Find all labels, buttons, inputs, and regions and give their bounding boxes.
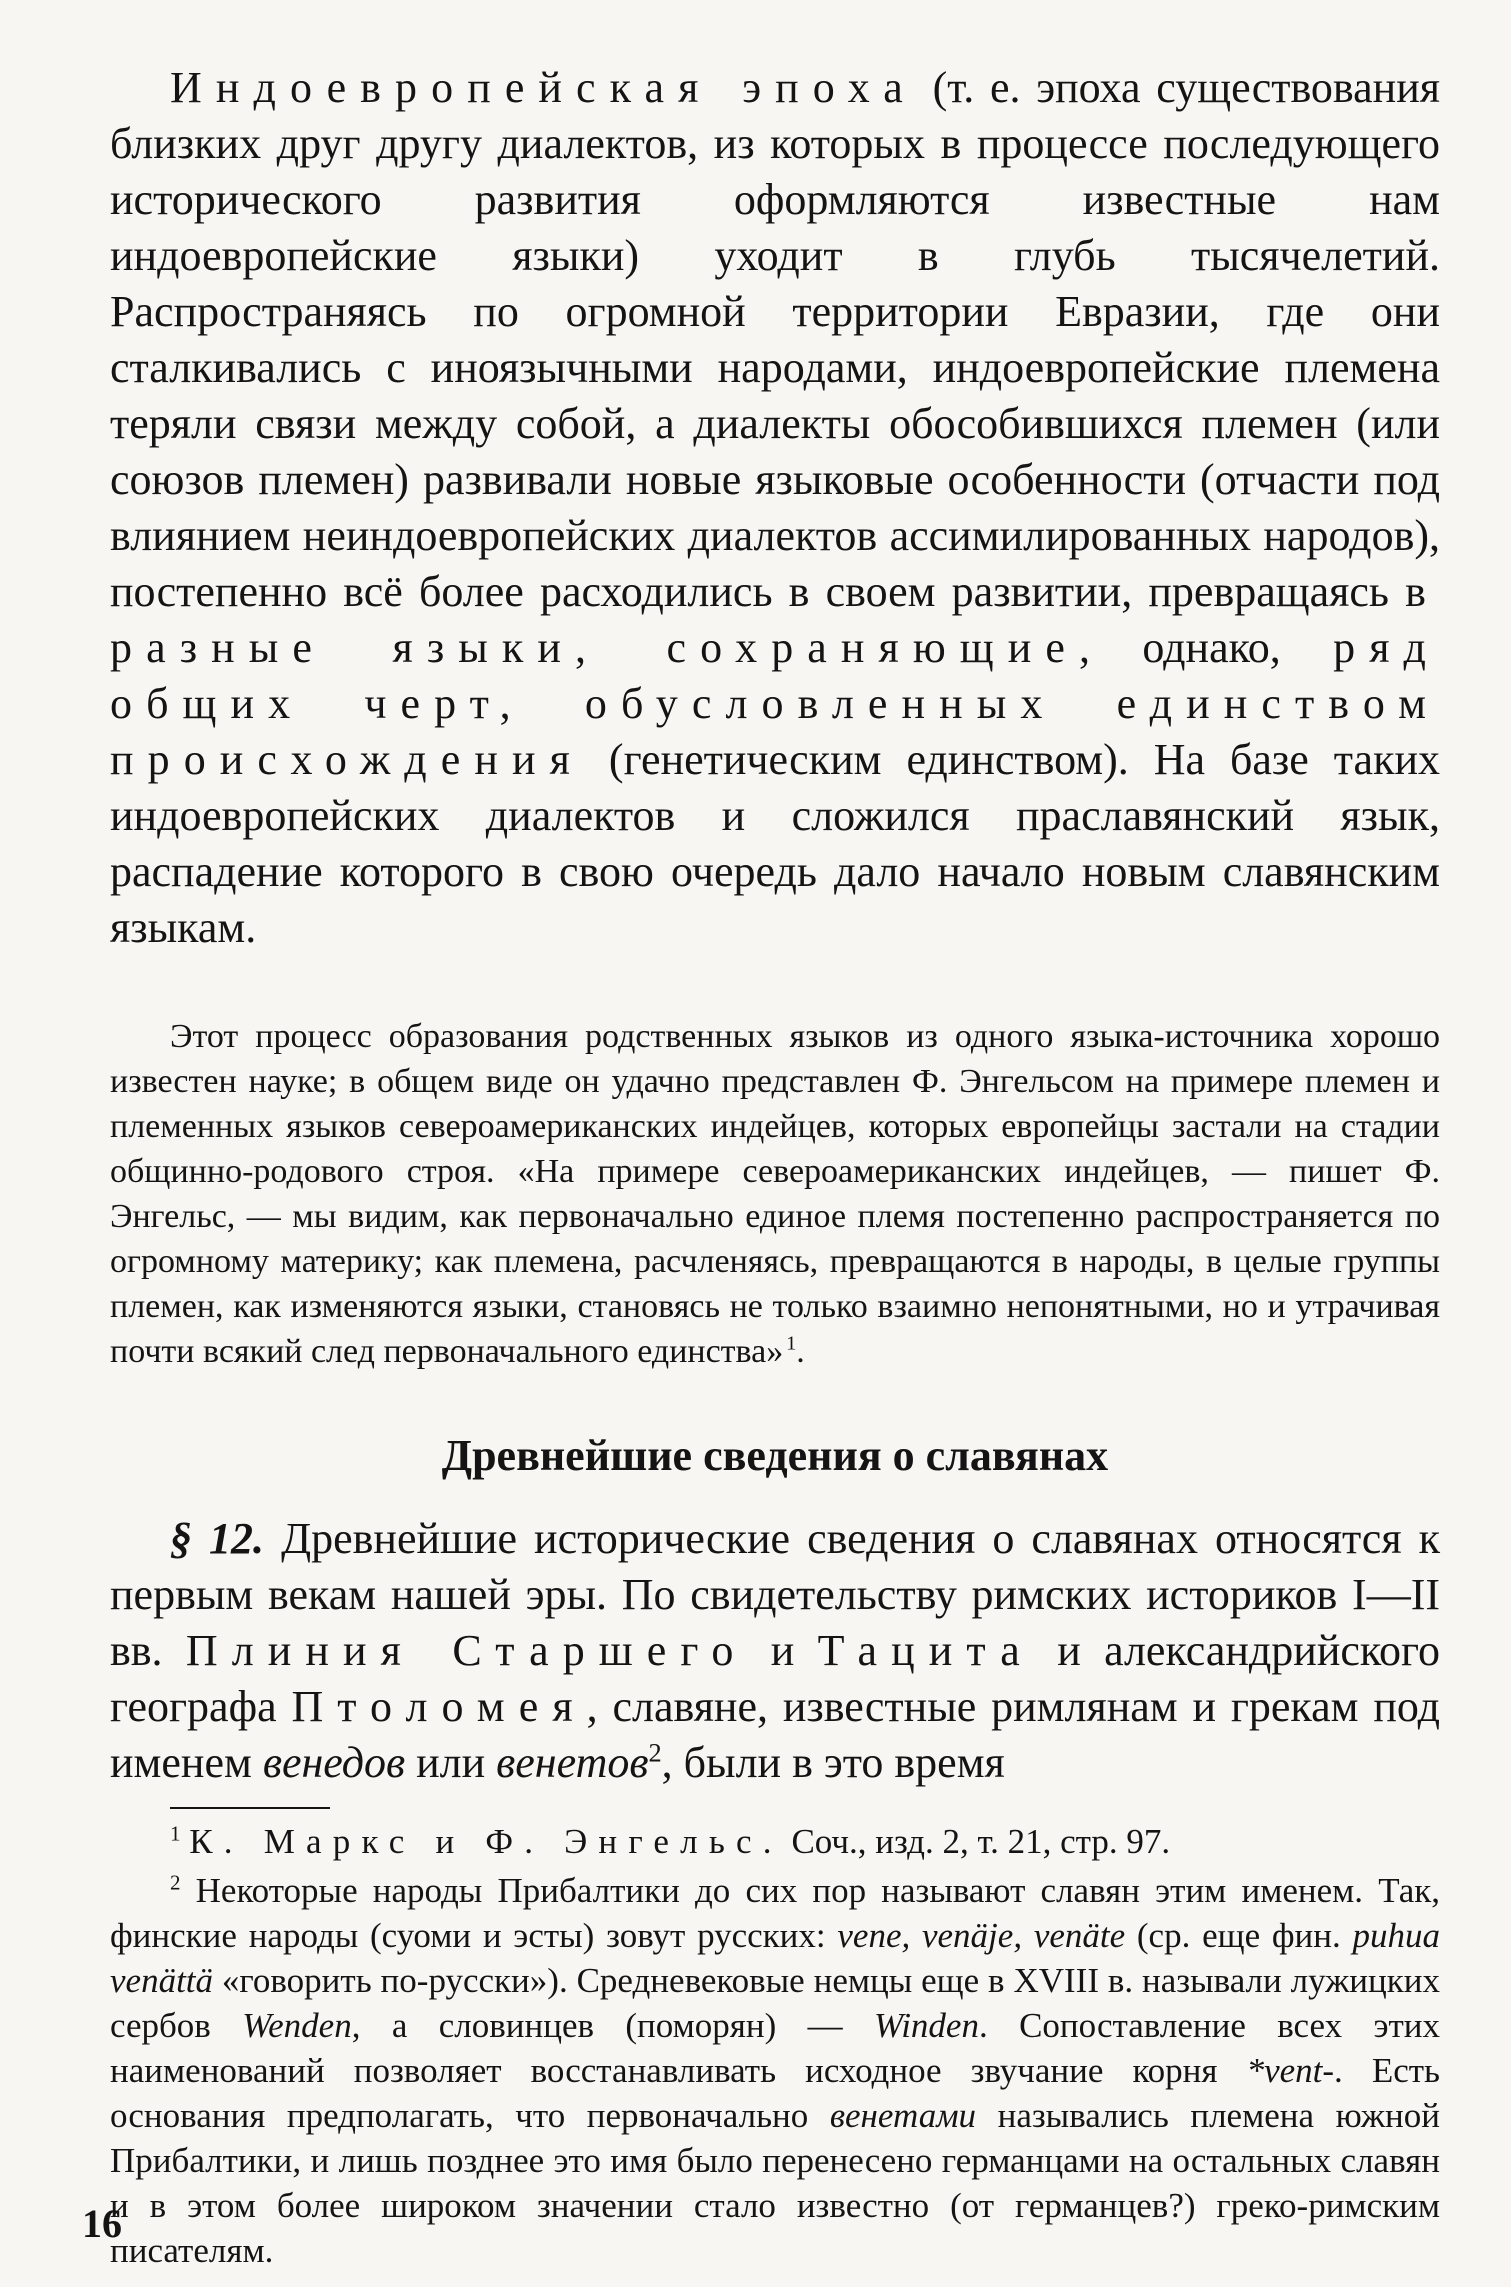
quote-end: . xyxy=(796,1333,805,1370)
footnote-marker: 1 xyxy=(170,1821,181,1846)
quote-paragraph xyxy=(110,1014,1440,1374)
footnote-text: назывались племена южной Прибалтики, и лишь позднее это имя было перенесено германцами на остальных славян и в этом более широком значении стало известно (от германцев?) греко-римским писателям. xyxy=(110,2096,1440,2270)
footnote-text: «говорить по-русски»). Средневековые немцы еще в XVIII в. называли лужицких сербов xyxy=(110,1961,1440,2045)
section-text: , славяне, известные римлянам и грекам под именем xyxy=(110,1682,1440,1787)
italic-term: Wenden xyxy=(242,2006,352,2045)
footnote-2 xyxy=(110,1868,1440,2273)
section-text: и xyxy=(747,1626,818,1675)
footnote-text: . Сопоставление всех этих наименований позволяет восстанавливать исходное звучание корня xyxy=(110,2006,1440,2090)
footnote-text: Соч., изд. 2, т. 21, стр. 97. xyxy=(782,1822,1171,1861)
italic-term: венетами xyxy=(829,2096,977,2135)
section-text: и александрийского географа xyxy=(110,1626,1440,1731)
spaced-name: Тацита xyxy=(817,1626,1034,1675)
footnote-text: , а словинцев (поморян) — xyxy=(351,2006,874,2045)
paragraph-text: (генетическим единством). На базе таких индоевропейских диалектов и сложился праславянский язык, распадение которого в свою очередь дало начало новым славянским языкам. xyxy=(110,735,1440,952)
italic-term: венедов xyxy=(262,1738,406,1787)
main-paragraph xyxy=(110,60,1440,956)
footnote-text: (ср. еще фин. xyxy=(1125,1916,1353,1955)
spaced-name: Птоломея xyxy=(291,1682,587,1731)
footnote-text: . Есть основания предполагать, что первоначально xyxy=(110,2051,1441,2135)
section-text: или xyxy=(405,1738,497,1787)
footnote-ref: 1 xyxy=(786,1332,797,1355)
spaced-term: ряд общих черт, обусловленных единством происхождения xyxy=(110,623,1441,784)
spaced-authors: К. Маркс и Ф. Энгельс. xyxy=(189,1822,783,1861)
italic-term: *vent- xyxy=(1246,2051,1335,2090)
footnote-text: Некоторые народы Прибалтики до сих пор называют славян этим именем. Так, финские народы (суоми и эсты) зовут русских: xyxy=(110,1871,1440,1955)
italic-term: puhua venättä xyxy=(110,1916,1440,2000)
paragraph-text: , однако, xyxy=(1079,623,1334,672)
italic-term: венетов xyxy=(496,1738,649,1787)
page-number: 16 xyxy=(82,2201,122,2246)
section-heading: Древнейшие сведения о славянах xyxy=(441,1431,1109,1480)
page-body xyxy=(110,60,1440,2273)
italic-term: vene, venäje, venäte xyxy=(837,1916,1126,1955)
footnote-divider xyxy=(170,1807,330,1809)
italic-term: Winden xyxy=(873,2006,979,2045)
spaced-term: Индоевропейская эпоха xyxy=(170,63,917,112)
section-text: , были в это время xyxy=(661,1738,1005,1787)
section-paragraph xyxy=(110,1511,1440,1791)
paragraph-text: (т. е. эпоха существования близких друг другу диалектов, из которых в процессе последующего исторического развития оформляются известные нам индоевропейские языки) уходит в глубь тысячелетий. Распространяясь по огромной территории Евразии, где они сталкивались с иноязычными народами, индоевропейские племена теряли связи между собой, а диалекты обособившихся племен (или союзов племен) развивали новые языковые особенности (отчасти под влиянием неиндоевропейских диалектов ассимилированных народов), постепенно всё более расходились в своем развитии, превращаясь xyxy=(110,63,1440,616)
footnote-ref: 2 xyxy=(648,1737,662,1768)
footnote-1 xyxy=(110,1819,1440,1864)
section-number: § 12. xyxy=(170,1514,265,1563)
footnote-marker: 2 xyxy=(170,1870,181,1895)
quote-text: Этот процесс образования родственных языков из одного языка-источника хорошо известен науке; в общем виде он удачно представлен Ф. Энгельсом на примере племен и племенных языков североамериканских индейцев, которых европейцы застали на стадии общинно-родового строя. «На примере североамериканских индейцев, — пишет Ф. Энгельс, — мы видим, как первоначально единое племя постепенно распространяется по огромному материку; как племена, расчленяясь, превращаются в народы, в целые группы племен, как изменяются языки, становясь не только взаимно непонятными, но и утрачивая почти всякий след первоначального единства» xyxy=(110,1018,1440,1370)
section-text: Древнейшие исторические сведения о славянах относятся к первым векам нашей эры. По свидетельству римских историков I—II вв. xyxy=(110,1514,1440,1675)
spaced-term: в разные языки, сохраняющие xyxy=(110,567,1440,672)
spaced-name: Плиния Старшего xyxy=(185,1626,748,1675)
